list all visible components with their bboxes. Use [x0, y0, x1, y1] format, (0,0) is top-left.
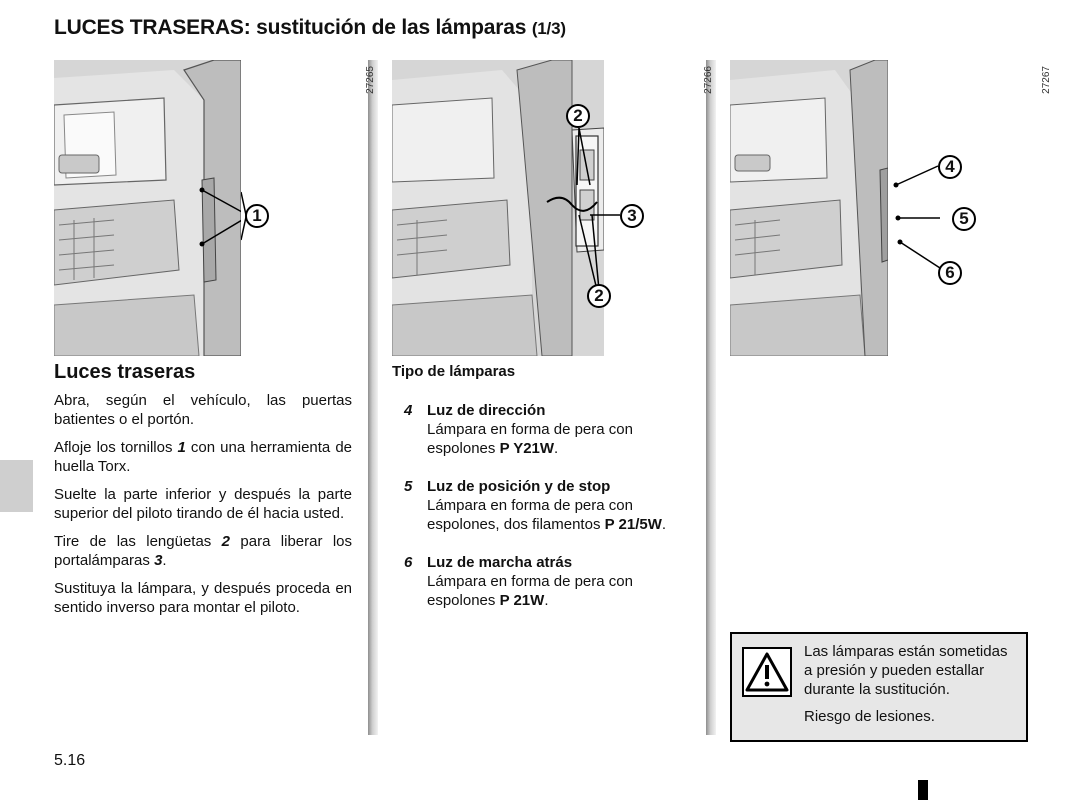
- figure-lamp-positions: [730, 60, 888, 356]
- instruction-2: Afloje los tornillos 1 con una herramienta de huella Torx.: [54, 439, 352, 475]
- page-edge-mark: [918, 780, 928, 800]
- instruction-3: Suelte la parte inferior y después la parte superior del piloto tirando de él hacia usted.: [54, 486, 352, 522]
- callout-6: 6: [938, 261, 962, 285]
- lamp-types-heading: Tipo de lámparas: [392, 363, 516, 380]
- lamp-positions-illustration: [730, 60, 888, 356]
- lamp-list: [404, 401, 699, 629]
- warning-text: [804, 642, 1016, 734]
- warning-message: Las lámparas están sometidas a presión y pueden estallar durante la sustitución.: [804, 643, 1008, 698]
- column-separator: [706, 60, 716, 735]
- figure-code: 27267: [1040, 66, 1052, 94]
- section-heading: Luces traseras: [54, 361, 196, 383]
- instruction-1: Abra, según el vehículo, las puertas batientes o el portón.: [54, 392, 352, 428]
- column-separator: [368, 60, 378, 735]
- lamp-item: 6 Luz de marcha atrás Lámpara en forma de pera con espolones P 21W.: [404, 554, 633, 609]
- callout-4: 4: [938, 155, 962, 179]
- warning-risk: Riesgo de lesiones.: [804, 708, 935, 725]
- callout-2-bottom: 2: [587, 284, 611, 308]
- lamp-item: 5 Luz de posición y de stop Lámpara en forma de pera con espolones, dos filamentos P 21/5W.: [404, 478, 667, 533]
- warning-triangle-icon: [742, 647, 792, 697]
- section-tab: [0, 460, 33, 512]
- page-title: [54, 16, 566, 40]
- lamp-item: 4 Luz de dirección Lámpara en forma de pera con espolones P Y21W.: [404, 402, 633, 457]
- instructions: [54, 391, 352, 626]
- figure-code: 27266: [702, 66, 714, 94]
- figure-tail-light-screws: [54, 60, 241, 356]
- callout-2-top: 2: [566, 104, 590, 128]
- warning-box: [730, 632, 1028, 742]
- instruction-4: Tire de las lengüetas 2 para liberar los portalámparas 3.: [54, 533, 352, 569]
- van-rear-illustration: [54, 60, 241, 356]
- callout-3: 3: [620, 204, 644, 228]
- callout-5: 5: [952, 207, 976, 231]
- instruction-5: Sustituya la lámpara, y después proceda en sentido inverso para montar el piloto.: [54, 580, 352, 616]
- page-title-text: LUCES TRASERAS: sustitución de las lámparas: [54, 16, 527, 39]
- figure-code: 27265: [364, 66, 376, 94]
- page-indicator: (1/3): [531, 19, 566, 38]
- page-number: 5.16: [54, 752, 86, 769]
- callout-1: 1: [245, 204, 269, 228]
- callout-leaders: [590, 120, 630, 290]
